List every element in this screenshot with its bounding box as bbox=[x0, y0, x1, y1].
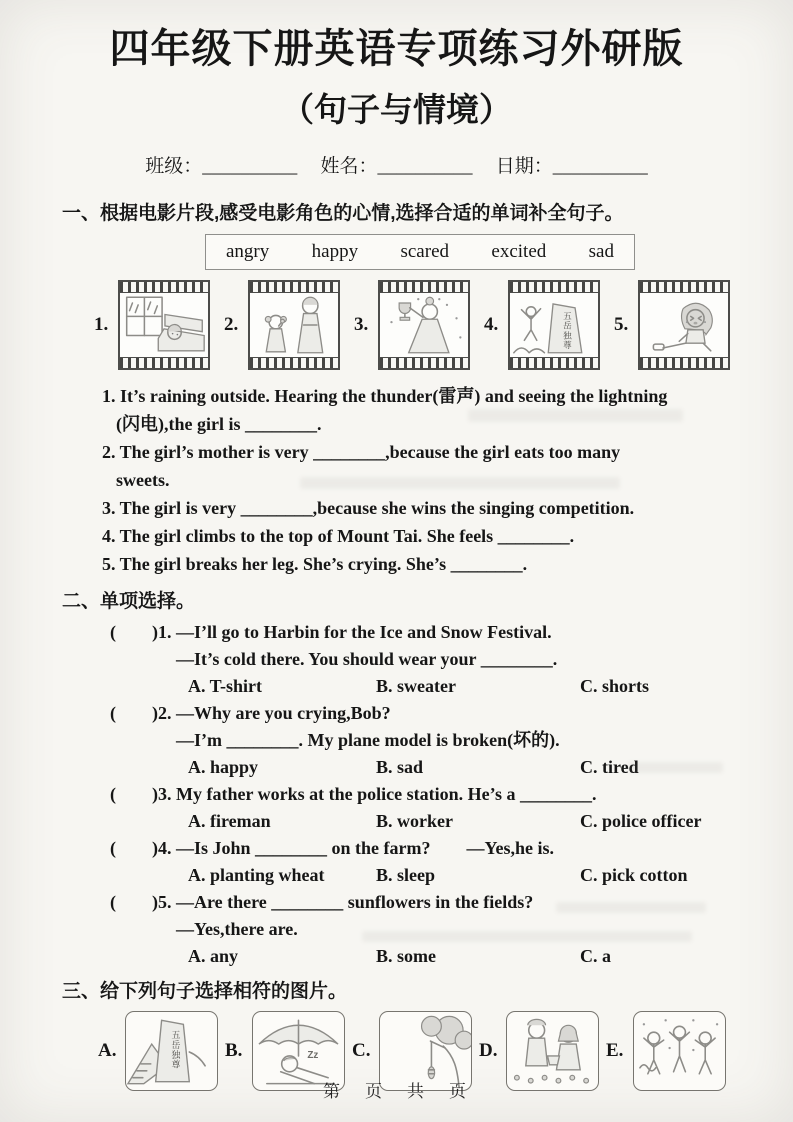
option-a: A. fireman bbox=[188, 811, 271, 831]
mc-item-3 bbox=[110, 781, 793, 835]
film-sprocket-icon bbox=[640, 282, 728, 293]
film-unit-1 bbox=[94, 280, 224, 370]
section3-heading: 三、给下列句子选择相符的图片。 bbox=[62, 981, 348, 1002]
question-text: 4. The girl climbs to the top of Mount Tai. She feels ________. bbox=[102, 526, 575, 546]
option-c: C. shorts bbox=[580, 676, 650, 696]
option-b: B. sweater bbox=[376, 676, 456, 696]
question-3 bbox=[102, 494, 742, 522]
page-title: 四年级下册英语专项练习外研版 bbox=[109, 27, 684, 71]
film-number: 1. bbox=[94, 314, 109, 335]
film-strip-row bbox=[94, 280, 793, 370]
mc-question-line: —I’ll go to Harbin for the Ice and Snow Festival. bbox=[176, 622, 552, 642]
mc-question-line: My father works at the police station. He’s a ________. bbox=[176, 784, 597, 804]
picture-label: B. bbox=[225, 1040, 243, 1061]
scene1-thunderstorm-bed-illustration bbox=[120, 293, 208, 357]
sleep-zz-text: Zz bbox=[307, 1049, 319, 1061]
mc-question-line: —I’m ________. My plane model is broken(坏的). bbox=[176, 730, 560, 750]
word-bank-item: sad bbox=[588, 241, 614, 262]
film-sprocket-icon bbox=[380, 282, 468, 293]
answer-bracket: ( )3. bbox=[110, 784, 172, 804]
scan-bleed-artifact bbox=[628, 762, 723, 773]
film-frame-4 bbox=[508, 280, 600, 370]
option-b: B. sad bbox=[376, 757, 424, 777]
question-text: 2. The girl’s mother is very ________,because the girl eats too many bbox=[102, 442, 621, 462]
option-c: C. pick cotton bbox=[580, 865, 688, 885]
film-number: 4. bbox=[484, 314, 499, 335]
film-frame-1 bbox=[118, 280, 210, 370]
scan-bleed-artifact bbox=[362, 931, 692, 942]
mc-question-line: —Are there ________ sunflowers in the fields? bbox=[176, 892, 534, 912]
mc-question-line: —It’s cold there. You should wear your ________. bbox=[176, 649, 558, 669]
section2-heading: 二、单项选择。 bbox=[62, 591, 196, 612]
mc-item-1 bbox=[110, 619, 793, 700]
mc-question-line: —Why are you crying,Bob? bbox=[176, 703, 391, 723]
option-c: C. tired bbox=[580, 757, 639, 777]
scene3-trophy-girl-illustration bbox=[380, 293, 468, 357]
name-label: 姓名： bbox=[320, 156, 378, 177]
mc-item-4 bbox=[110, 835, 793, 889]
film-sprocket-icon bbox=[510, 357, 598, 368]
film-frame-5 bbox=[638, 280, 730, 370]
question-text: 3. The girl is very ________,because she wins the singing competition. bbox=[102, 498, 635, 518]
student-info-line bbox=[0, 151, 793, 178]
film-sprocket-icon bbox=[380, 357, 468, 368]
question-text: (闪电),the girl is ________. bbox=[116, 414, 322, 434]
mc-question-line: —Is John ________ on the farm? —Yes,he is. bbox=[176, 838, 555, 858]
name-field bbox=[320, 156, 472, 177]
mc-options bbox=[176, 862, 793, 889]
page-subtitle: （句子与情境） bbox=[281, 91, 512, 128]
stone-inscription: 五岳独尊 bbox=[562, 311, 573, 350]
film-unit-5 bbox=[614, 280, 744, 370]
date-field bbox=[496, 156, 648, 177]
date-label: 日期： bbox=[495, 156, 553, 177]
section2-items bbox=[110, 619, 793, 970]
scene5-crying-girl-illustration bbox=[640, 293, 728, 357]
picture-label: E. bbox=[606, 1040, 624, 1061]
mc-options bbox=[176, 808, 793, 835]
word-bank-item: scared bbox=[400, 241, 450, 262]
film-unit-4 bbox=[484, 280, 614, 370]
option-a: A. happy bbox=[188, 757, 259, 777]
option-a: A. planting wheat bbox=[188, 865, 325, 885]
answer-bracket: ( )4. bbox=[110, 838, 172, 858]
option-c: C. a bbox=[580, 946, 611, 966]
option-b: B. worker bbox=[376, 811, 453, 831]
mc-question-line: —Yes,there are. bbox=[176, 919, 298, 939]
section1-heading: 一、根据电影片段,感受电影角色的心情,选择合适的单词补全句子。 bbox=[62, 203, 624, 224]
mc-options bbox=[176, 673, 793, 700]
date-blank: __________ bbox=[552, 156, 648, 177]
film-sprocket-icon bbox=[120, 357, 208, 368]
question-text: sweets. bbox=[116, 470, 170, 490]
question-4 bbox=[102, 522, 742, 550]
film-number: 3. bbox=[354, 314, 369, 335]
picture-label: C. bbox=[352, 1040, 371, 1061]
picture-label: D. bbox=[479, 1040, 498, 1061]
scan-bleed-artifact bbox=[468, 409, 683, 422]
class-label: 班级： bbox=[145, 156, 203, 177]
option-b: B. some bbox=[376, 946, 436, 966]
mc-options bbox=[176, 943, 793, 970]
class-blank: __________ bbox=[202, 156, 298, 177]
scene4-mount-tai-stone-illustration bbox=[510, 293, 598, 357]
film-sprocket-icon bbox=[640, 357, 728, 368]
film-number: 2. bbox=[224, 314, 239, 335]
answer-bracket: ( )2. bbox=[110, 703, 172, 723]
question-text: 1. It’s raining outside. Hearing the thunder(雷声) and seeing the lightning bbox=[102, 386, 668, 406]
word-bank-box bbox=[205, 234, 635, 270]
film-number: 5. bbox=[614, 314, 629, 335]
page-footer: 第 页 共 页 bbox=[323, 1082, 470, 1101]
film-sprocket-icon bbox=[250, 357, 338, 368]
scene2-angry-mother-illustration bbox=[250, 293, 338, 357]
film-frame-3 bbox=[378, 280, 470, 370]
film-sprocket-icon bbox=[120, 282, 208, 293]
word-bank-item: happy bbox=[311, 241, 359, 262]
answer-bracket: ( )5. bbox=[110, 892, 172, 912]
stone-inscription: 五岳独尊 bbox=[170, 1030, 181, 1070]
scan-bleed-artifact bbox=[556, 902, 706, 913]
option-b: B. sleep bbox=[376, 865, 436, 885]
word-bank-item: excited bbox=[491, 241, 547, 262]
option-a: A. any bbox=[188, 946, 239, 966]
class-field bbox=[145, 156, 297, 177]
film-frame-2 bbox=[248, 280, 340, 370]
answer-bracket: ( )1. bbox=[110, 622, 172, 642]
film-sprocket-icon bbox=[250, 282, 338, 293]
picture-label: A. bbox=[98, 1040, 117, 1061]
question-text: 5. The girl breaks her leg. She’s crying. She’s ________. bbox=[102, 554, 528, 574]
question-5 bbox=[102, 550, 742, 578]
scan-bleed-artifact bbox=[300, 477, 620, 489]
name-blank: __________ bbox=[377, 156, 473, 177]
option-c: C. police officer bbox=[580, 811, 702, 831]
option-a: A. T-shirt bbox=[188, 676, 263, 696]
film-unit-3 bbox=[354, 280, 484, 370]
film-unit-2 bbox=[224, 280, 354, 370]
word-bank-item: angry bbox=[226, 241, 270, 262]
film-sprocket-icon bbox=[510, 282, 598, 293]
